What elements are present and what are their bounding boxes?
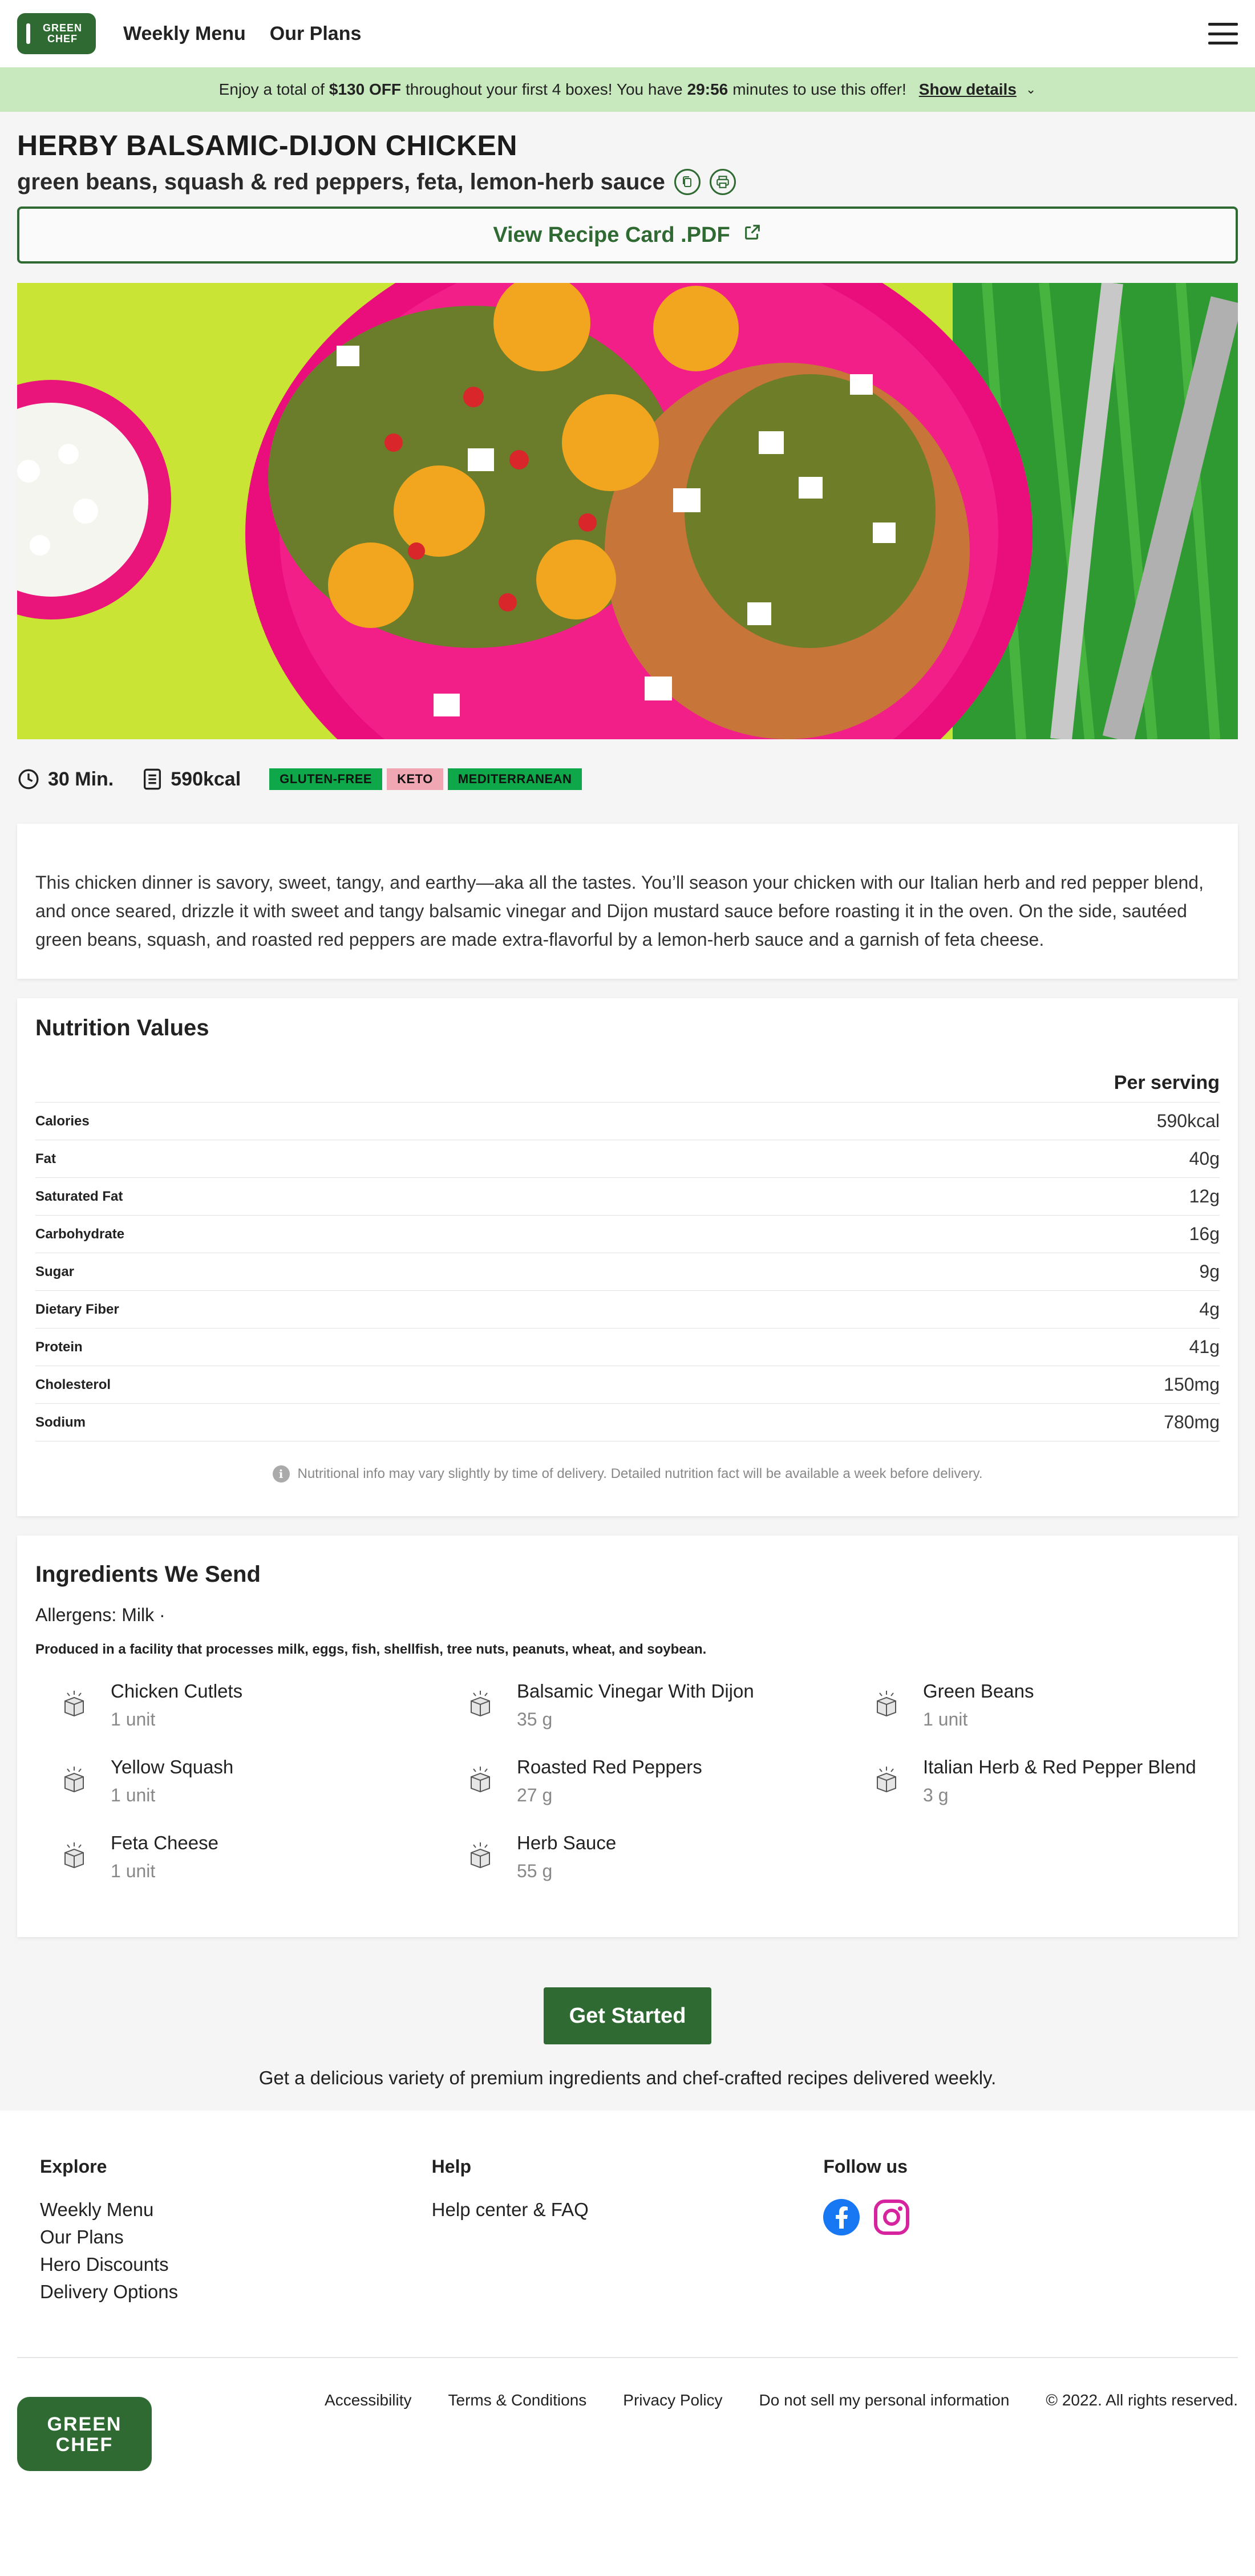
copy-icon[interactable]: [674, 169, 701, 195]
ingredient-qty: 1 unit: [923, 1709, 968, 1730]
ingredient-item: [442, 1756, 848, 1806]
nutrition-row: [35, 1328, 1220, 1366]
footer-link-help-center[interactable]: Help center & FAQ: [431, 2199, 589, 2220]
description-card: [17, 824, 1238, 979]
nutrition-value: 780mg: [1164, 1412, 1220, 1432]
footer-logo-line-1: GREEN: [47, 2413, 122, 2435]
ingredient-box-icon: [464, 1839, 496, 1871]
footer-follow-title: Follow us: [823, 2156, 908, 2177]
recipe-header: [0, 112, 1255, 264]
tag-gluten-free: GLUTEN-FREE: [269, 768, 382, 790]
footer-logo[interactable]: [17, 2397, 152, 2471]
footer-logo-line-2: CHEF: [55, 2434, 114, 2456]
ingredient-item: [442, 1680, 848, 1730]
hamburger-line: [1208, 42, 1238, 44]
footer-legal-links: [325, 2391, 1238, 2409]
nutrition-label: Sodium: [35, 1414, 86, 1430]
nutrition-label: Sugar: [35, 1263, 75, 1279]
ingredient-box-icon: [464, 1763, 496, 1795]
ingredient-box-icon: [871, 1763, 902, 1795]
footer-explore: [40, 2156, 432, 2308]
footer-link-terms[interactable]: Terms & Conditions: [448, 2391, 587, 2409]
nutrition-value: 16g: [1189, 1224, 1220, 1244]
tag-mediterranean: MEDITERRANEAN: [448, 768, 582, 790]
ingredient-name: Balsamic Vinegar With Dijon: [517, 1680, 754, 1702]
nutrition-title: Nutrition Values: [35, 1015, 209, 1040]
ingredient-item: [848, 1680, 1224, 1730]
ingredient-box-icon: [464, 1687, 496, 1719]
instagram-icon[interactable]: [873, 2199, 910, 2235]
facility-note: Produced in a facility that processes milk, eggs, fish, shellfish, tree nuts, peanuts, wheat, and soybean.: [35, 1642, 707, 1657]
ingredient-qty: 1 unit: [111, 1785, 156, 1805]
ingredients-card: [17, 1536, 1238, 1937]
promo-text-post: minutes to use this offer!: [732, 80, 906, 98]
nutrition-note-text: Nutritional info may vary slightly by time of delivery. Detailed nutrition fact will be available a week before delivery.: [297, 1466, 983, 1481]
nutrition-value: 9g: [1199, 1261, 1220, 1282]
promo-amount: $130 OFF: [329, 80, 401, 98]
promo-text-pre: Enjoy a total of: [218, 80, 325, 98]
ingredient-box-icon: [58, 1763, 90, 1795]
nutrition-label: Dietary Fiber: [35, 1301, 119, 1317]
ingredient-qty: 1 unit: [111, 1709, 156, 1730]
nutrition-row: [35, 1103, 1220, 1140]
view-recipe-card-label: View Recipe Card .PDF: [493, 222, 730, 247]
footer-divider: [17, 2357, 1238, 2358]
hamburger-line: [1208, 33, 1238, 35]
nutrition-row: [35, 1253, 1220, 1291]
nutrition-note: [35, 1465, 1220, 1483]
cta-text: Get a delicious variety of premium ingredients and chef-crafted recipes delivered weekly.: [258, 2067, 997, 2088]
external-link-icon: [743, 222, 762, 248]
cta-section: [0, 1987, 1255, 2089]
recipe-title: HERBY BALSAMIC-DIJON CHICKEN: [17, 129, 518, 161]
ingredient-qty: 3 g: [923, 1785, 949, 1805]
top-header: [0, 0, 1255, 67]
ingredient-qty: 27 g: [517, 1785, 553, 1805]
calories-value: 590kcal: [171, 768, 241, 790]
recipe-meta-row: [0, 767, 1255, 792]
info-icon: i: [273, 1465, 290, 1483]
nav-our-plans[interactable]: Our Plans: [269, 22, 362, 44]
recipe-description: This chicken dinner is savory, sweet, tangy, and earthy—aka all the tastes. You’ll season your chicken with our Italian herb and red pepper blend, and once seared, drizzle it with sweet and tangy balsamic vinegar and Dijon mustard sauce before roasting it in the oven. On the side, sautéed green beans, squash, and roasted red peppers are made extra-flavorful by a lemon-herb sauce and a garnish of feta cheese.: [35, 872, 1204, 950]
hamburger-line: [1208, 23, 1238, 26]
nutrition-label: Cholesterol: [35, 1376, 111, 1392]
prep-time: [17, 768, 114, 791]
recipe-subtitle: green beans, squash & red peppers, feta, lemon-herb sauce: [17, 169, 665, 195]
nutrition-value: 150mg: [1164, 1374, 1220, 1395]
nutrition-value: 12g: [1189, 1186, 1220, 1206]
recipe-hero-image: [17, 283, 1238, 739]
footer-link-hero-discounts[interactable]: Hero Discounts: [40, 2254, 169, 2275]
nutrition-value: 590kcal: [1156, 1111, 1220, 1131]
nutrition-card: [17, 998, 1238, 1516]
ingredient-qty: 1 unit: [111, 1861, 156, 1881]
ingredient-box-icon: [58, 1839, 90, 1871]
nutrition-row: [35, 1140, 1220, 1178]
logo-mark: [26, 23, 30, 44]
ingredient-name: Roasted Red Peppers: [517, 1756, 702, 1777]
promo-banner: [0, 67, 1255, 112]
ingredient-name: Yellow Squash: [111, 1756, 234, 1777]
ingredient-qty: 55 g: [517, 1861, 553, 1881]
ingredient-item: [35, 1680, 442, 1730]
footer: [0, 2111, 1255, 2576]
ingredient-qty: 35 g: [517, 1709, 553, 1730]
ingredient-box-icon: [58, 1687, 90, 1719]
allergens-text: Allergens: Milk ·: [35, 1605, 165, 1625]
hamburger-icon[interactable]: [1208, 23, 1238, 44]
promo-timer: 29:56: [687, 80, 728, 98]
ingredient-name: Herb Sauce: [517, 1832, 617, 1853]
footer-link-do-not-sell[interactable]: Do not sell my personal information: [759, 2391, 1010, 2409]
nutrition-column-header: Per serving: [35, 1072, 1220, 1103]
ingredient-name: Green Beans: [923, 1680, 1034, 1702]
logo-line-1: GREEN: [43, 22, 83, 34]
chevron-down-icon[interactable]: ⌄: [1025, 82, 1037, 96]
nutrition-value: 41g: [1189, 1336, 1220, 1357]
nutrition-value: 4g: [1199, 1299, 1220, 1319]
social-links: [823, 2199, 1215, 2235]
footer-link-delivery-options[interactable]: Delivery Options: [40, 2281, 179, 2302]
nutrition-row: [35, 1291, 1220, 1328]
nutrition-label: Protein: [35, 1339, 83, 1355]
nutrition-label: Calories: [35, 1113, 90, 1129]
main-nav: [123, 23, 361, 45]
calories: [142, 768, 241, 791]
footer-columns: [0, 2111, 1255, 2308]
nutrition-label: Carbohydrate: [35, 1226, 125, 1242]
copyright: © 2022. All rights reserved.: [1046, 2391, 1238, 2409]
footer-follow: [823, 2156, 1215, 2308]
view-recipe-card-button[interactable]: [17, 206, 1238, 264]
ingredient-name: Feta Cheese: [111, 1832, 218, 1853]
ingredient-name: Chicken Cutlets: [111, 1680, 243, 1702]
footer-link-our-plans[interactable]: Our Plans: [40, 2226, 124, 2247]
tag-keto: KETO: [387, 768, 443, 790]
prep-time-value: 30 Min.: [48, 768, 114, 790]
facebook-icon[interactable]: [823, 2199, 860, 2235]
logo-text: [43, 23, 82, 44]
promo-text-mid: throughout your first 4 boxes! You have: [405, 80, 683, 98]
nav-weekly-menu[interactable]: Weekly Menu: [123, 22, 246, 44]
show-details-link[interactable]: Show details: [918, 80, 1017, 98]
ingredient-item: [442, 1832, 848, 1882]
ingredient-item: [35, 1756, 442, 1806]
nutrition-table: [35, 1103, 1220, 1441]
nutrition-row: [35, 1178, 1220, 1216]
ingredients-grid: [35, 1680, 1220, 1882]
ingredient-box-icon: [871, 1687, 902, 1719]
footer-help: [432, 2156, 824, 2308]
dish-illustration: [17, 283, 1238, 739]
nutrition-label: Fat: [35, 1151, 56, 1167]
receipt-icon: [142, 768, 163, 791]
footer-link-accessibility[interactable]: Accessibility: [325, 2391, 412, 2409]
footer-help-title: Help: [431, 2156, 472, 2177]
ingredients-title: Ingredients We Send: [35, 1562, 261, 1587]
print-icon[interactable]: [710, 169, 736, 195]
ingredient-item: [848, 1756, 1224, 1806]
footer-explore-title: Explore: [40, 2156, 107, 2177]
clock-icon: [17, 768, 40, 791]
ingredient-name: Italian Herb & Red Pepper Blend: [923, 1756, 1196, 1777]
nutrition-label: Saturated Fat: [35, 1188, 123, 1204]
logo-line-2: CHEF: [47, 33, 78, 44]
footer-link-weekly-menu[interactable]: Weekly Menu: [40, 2199, 154, 2220]
recipe-subtitle-row: [17, 169, 1238, 195]
nutrition-row: [35, 1404, 1220, 1441]
footer-link-privacy[interactable]: Privacy Policy: [623, 2391, 723, 2409]
nutrition-row: [35, 1366, 1220, 1404]
green-chef-logo[interactable]: [17, 13, 96, 54]
get-started-button[interactable]: Get Started: [544, 1987, 711, 2044]
nutrition-row: [35, 1216, 1220, 1253]
ingredient-item: [35, 1832, 442, 1882]
nutrition-value: 40g: [1189, 1148, 1220, 1169]
